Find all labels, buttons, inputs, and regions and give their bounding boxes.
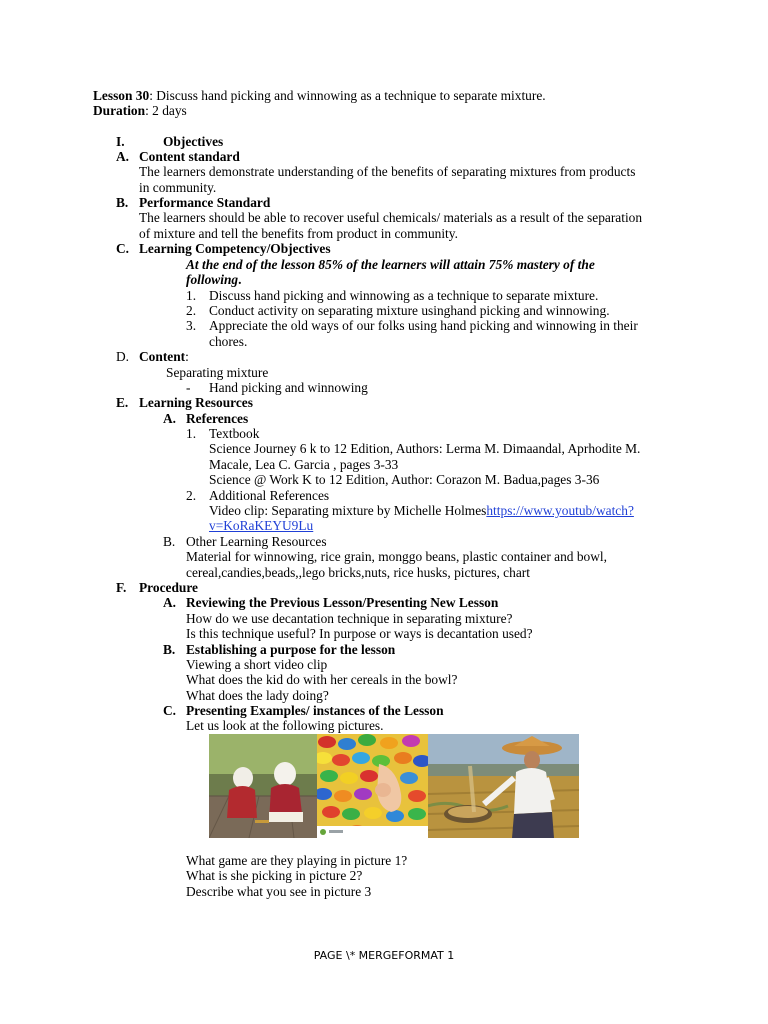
item-number: A. — [163, 411, 177, 426]
picture-strip — [209, 734, 579, 838]
item-number: A. — [163, 595, 177, 610]
paragraph-line: of mixture and tell the benefits from product in community. — [139, 226, 458, 241]
duration: Duration: 2 days — [93, 103, 187, 118]
item-number: B. — [116, 195, 129, 210]
section-title: Objectives — [163, 134, 224, 149]
list-item: Textbook — [209, 426, 260, 441]
paragraph-line: How do we use decantation technique in separating mixture? — [186, 611, 513, 626]
item-number: E. — [116, 395, 129, 410]
lesson-title: Lesson 30: Discuss hand picking and winnowing as a technique to separate mixture. — [93, 88, 546, 103]
examples-heading: Presenting Examples/ instances of the Lesson — [186, 703, 444, 718]
video-link-continued[interactable]: v=KoRaKEYU9Lu — [209, 518, 314, 533]
paragraph-line: What does the kid do with her cereals in the bowl? — [186, 672, 458, 687]
item-number: B. — [163, 642, 176, 657]
reference-line: Video clip: Separating mixture by Michelle Holmeshttps://www.youtub/watch? — [209, 503, 634, 518]
reference-line — [209, 518, 313, 533]
list-number: 1. — [186, 288, 197, 303]
list-item: chores. — [209, 334, 248, 349]
procedure-heading: Procedure — [139, 580, 199, 595]
list-number: 3. — [186, 318, 197, 333]
list-item: Conduct activity on separating mixture usinghand picking and winnowing. — [209, 303, 610, 318]
references-heading: References — [186, 411, 249, 426]
video-link[interactable]: https://www.youtub/watch? — [486, 503, 634, 518]
question-1: What game are they playing in picture 1? — [186, 853, 408, 868]
learning-resources-heading: Learning Resources — [139, 395, 253, 410]
paragraph-line: Material for winnowing, rice grain, monggo beans, plastic container and bowl, — [186, 549, 607, 564]
item-number: D. — [116, 349, 130, 364]
question-3: Describe what you see in picture 3 — [186, 884, 372, 899]
picture-1-children-playing — [209, 734, 317, 838]
list-item: Appreciate the old ways of our folks using hand picking and winnowing in their — [209, 318, 638, 333]
content-heading: Content: — [139, 349, 189, 364]
item-number: F. — [116, 580, 127, 595]
reference-line: Science Journey 6 k to 12 Edition, Authors: Lerma M. Dimaandal, Aprhodite M. — [209, 441, 641, 456]
content-standard-heading: Content standard — [139, 149, 240, 164]
reference-line: Science @ Work K to 12 Edition, Author: Corazon M. Badua,pages 3-36 — [209, 472, 600, 487]
question-2: What is she picking in picture 2? — [186, 868, 363, 883]
list-dash: - — [186, 380, 191, 395]
list-item: Hand picking and winnowing — [209, 380, 368, 395]
objectives-intro: following. — [186, 272, 242, 287]
objectives-intro: At the end of the lesson 85% of the learners will attain 75% mastery of the — [186, 257, 595, 272]
other-resources-heading: Other Learning Resources — [186, 534, 327, 549]
paragraph-line: in community. — [139, 180, 217, 195]
item-number: B. — [163, 534, 176, 549]
reviewing-heading: Reviewing the Previous Lesson/Presenting New Lesson — [186, 595, 499, 610]
list-number: 2. — [186, 488, 197, 503]
list-number: 2. — [186, 303, 197, 318]
purpose-heading: Establishing a purpose for the lesson — [186, 642, 396, 657]
list-item: Additional References — [209, 488, 330, 503]
paragraph-line: Is this technique useful? In purpose or ways is decantation used? — [186, 626, 533, 641]
performance-standard-heading: Performance Standard — [139, 195, 271, 210]
item-number: A. — [116, 149, 130, 164]
learning-competency-heading: Learning Competency/Objectives — [139, 241, 331, 256]
picture-3-woman-winnowing — [428, 734, 579, 838]
page-footer: PAGE \* MERGEFORMAT 1 — [313, 949, 455, 962]
paragraph-line: The learners should be able to recover useful chemicals/ materials as a result of the separation — [139, 210, 643, 225]
paragraph-line: The learners demonstrate understanding of the benefits of separating mixtures from products — [139, 164, 636, 179]
paragraph-line: Viewing a short video clip — [186, 657, 328, 672]
item-number: C. — [163, 703, 177, 718]
item-number: C. — [116, 241, 130, 256]
list-number: 1. — [186, 426, 197, 441]
list-item: Discuss hand picking and winnowing as a technique to separate mixture. — [209, 288, 599, 303]
paragraph-line: What does the lady doing? — [186, 688, 329, 703]
reference-line: Macale, Lea C. Garcia , pages 3-33 — [209, 457, 399, 472]
paragraph-line: Let us look at the following pictures. — [186, 718, 384, 733]
paragraph-line: cereal,candies,beads,,lego bricks,nuts, rice husks, pictures, chart — [186, 565, 530, 580]
picture-2-candies — [317, 734, 428, 838]
content-subheading: Separating mixture — [166, 365, 269, 380]
section-number: I. — [116, 134, 125, 149]
